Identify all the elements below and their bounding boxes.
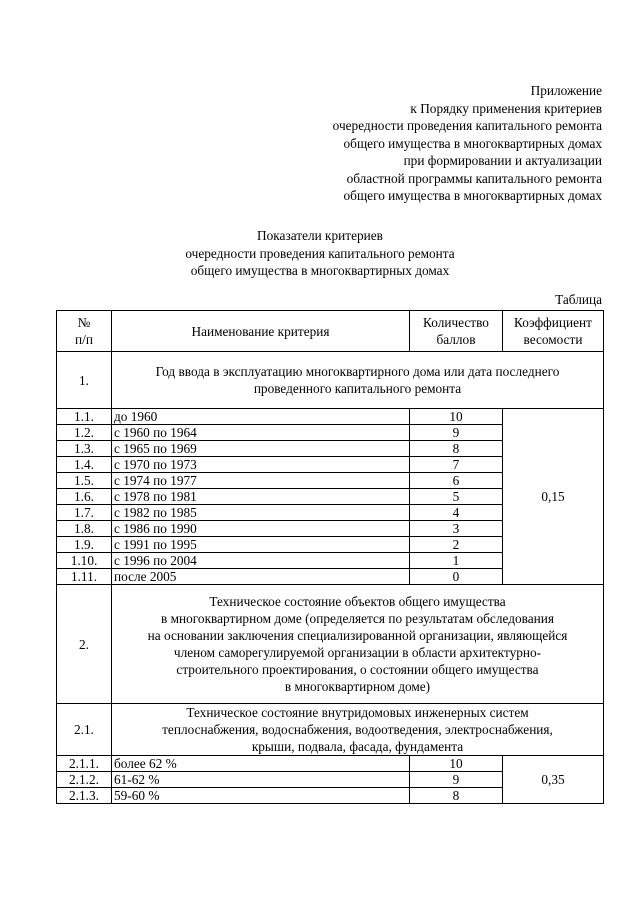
subsection-title-line: крыши, подвала, фасада, фундамента bbox=[251, 739, 464, 754]
coef-value: 0,15 bbox=[503, 409, 604, 585]
row-name: с 1974 по 1977 bbox=[112, 473, 410, 489]
section-title-line: Техническое состояние объектов общего имущества bbox=[209, 594, 506, 609]
row-score: 6 bbox=[410, 473, 503, 489]
subsection-title-line: теплоснабжения, водоснабжения, водоотведения, электроснабжения, bbox=[162, 722, 553, 737]
row-name: более 62 % bbox=[112, 756, 410, 772]
row-num: 1.7. bbox=[57, 505, 112, 521]
section-title-line: проведенного капитального ремонта bbox=[253, 381, 462, 396]
title-line: Показатели критериев bbox=[257, 228, 383, 243]
appendix-line: общего имущества в многоквартирных домах bbox=[343, 188, 602, 203]
appendix-line: при формировании и актуализации bbox=[403, 153, 602, 168]
row-num: 2.1.3. bbox=[57, 788, 112, 804]
section-row bbox=[57, 585, 604, 704]
row-num: 1.8. bbox=[57, 521, 112, 537]
row-num: 2.1.1. bbox=[57, 756, 112, 772]
section-num: 2. bbox=[57, 585, 112, 704]
row-num: 1.4. bbox=[57, 457, 112, 473]
row-name: с 1970 по 1973 bbox=[112, 457, 410, 473]
row-name: с 1991 по 1995 bbox=[112, 537, 410, 553]
row-num: 1.6. bbox=[57, 489, 112, 505]
row-num: 1.1. bbox=[57, 409, 112, 425]
row-score: 9 bbox=[410, 425, 503, 441]
row-score: 10 bbox=[410, 409, 503, 425]
row-score: 2 bbox=[410, 537, 503, 553]
appendix-line: областной программы капитального ремонта bbox=[346, 170, 602, 186]
row-score: 0 bbox=[410, 569, 503, 585]
row-score: 8 bbox=[410, 788, 503, 804]
header-coef bbox=[503, 311, 604, 352]
row-score: 3 bbox=[410, 521, 503, 537]
subsection-row bbox=[57, 704, 604, 756]
row-score: 10 bbox=[410, 756, 503, 772]
section-title-line: членом саморегулируемой организации в области архитектурно- bbox=[173, 645, 542, 660]
appendix-header bbox=[333, 82, 602, 205]
subsection-num: 2.1. bbox=[57, 704, 112, 756]
row-num: 1.2. bbox=[57, 425, 112, 441]
row-name: с 1986 по 1990 bbox=[112, 521, 410, 537]
row-num: 1.5. bbox=[57, 473, 112, 489]
criteria-table bbox=[56, 310, 604, 804]
section-title-line: на основании заключения специализированной организации, являющейся bbox=[147, 628, 568, 643]
document-title bbox=[0, 227, 640, 280]
row-num: 1.10. bbox=[57, 553, 112, 569]
row-num: 1.11. bbox=[57, 569, 112, 585]
appendix-line: к Порядку применения критериев bbox=[410, 100, 602, 116]
section-title-line: в многоквартирном доме) bbox=[284, 679, 431, 694]
section-row bbox=[57, 352, 604, 409]
section-num: 1. bbox=[57, 352, 112, 409]
appendix-line: общего имущества в многоквартирных домах bbox=[343, 135, 602, 151]
row-name: с 1960 по 1964 bbox=[112, 425, 410, 441]
row-num: 2.1.2. bbox=[57, 772, 112, 788]
section-title-line: в многоквартирном доме (определяется по результатам обследования bbox=[161, 611, 554, 626]
header-num-line: № bbox=[77, 315, 91, 330]
row-name: с 1996 по 2004 bbox=[112, 553, 410, 569]
header-coef-line: весомости bbox=[523, 332, 583, 347]
section-title bbox=[112, 352, 604, 409]
header-name: Наименование критерия bbox=[112, 311, 410, 352]
header-num bbox=[57, 311, 112, 352]
title-line: очередности проведения капитального ремонта bbox=[185, 245, 455, 261]
header-coef-line: Коэффициент bbox=[514, 315, 592, 330]
header-score-line: Количество bbox=[423, 315, 489, 330]
header-score-line: баллов bbox=[436, 332, 476, 347]
row-score: 8 bbox=[410, 441, 503, 457]
table-header-row bbox=[57, 311, 604, 352]
row-score: 5 bbox=[410, 489, 503, 505]
row-score: 1 bbox=[410, 553, 503, 569]
section-title-line: Год ввода в эксплуатацию многоквартирного дома или дата последнего bbox=[155, 364, 560, 379]
table-row bbox=[57, 756, 604, 772]
row-num: 1.3. bbox=[57, 441, 112, 457]
row-name: 59-60 % bbox=[112, 788, 410, 804]
row-num: 1.9. bbox=[57, 537, 112, 553]
row-name: 61-62 % bbox=[112, 772, 410, 788]
row-name: с 1965 по 1969 bbox=[112, 441, 410, 457]
row-name: до 1960 bbox=[112, 409, 410, 425]
section-title bbox=[112, 585, 604, 704]
appendix-line: очередности проведения капитального ремонта bbox=[332, 118, 602, 133]
header-score bbox=[410, 311, 503, 352]
table-label: Таблица bbox=[555, 292, 602, 307]
title-line: общего имущества в многоквартирных домах bbox=[190, 263, 450, 278]
row-name: с 1978 по 1981 bbox=[112, 489, 410, 505]
section-title-line: строительного проектирования, о состоянии общего имущества bbox=[176, 662, 539, 677]
subsection-title-line: Техническое состояние внутридомовых инженерных систем bbox=[186, 705, 529, 720]
row-name: с 1982 по 1985 bbox=[112, 505, 410, 521]
appendix-line: Приложение bbox=[530, 83, 602, 98]
row-score: 7 bbox=[410, 457, 503, 473]
subsection-title bbox=[112, 704, 604, 756]
row-score: 9 bbox=[410, 772, 503, 788]
row-score: 4 bbox=[410, 505, 503, 521]
table-row bbox=[57, 409, 604, 425]
coef-value: 0,35 bbox=[503, 756, 604, 804]
header-num-line: п/п bbox=[75, 332, 93, 347]
row-name: после 2005 bbox=[112, 569, 410, 585]
